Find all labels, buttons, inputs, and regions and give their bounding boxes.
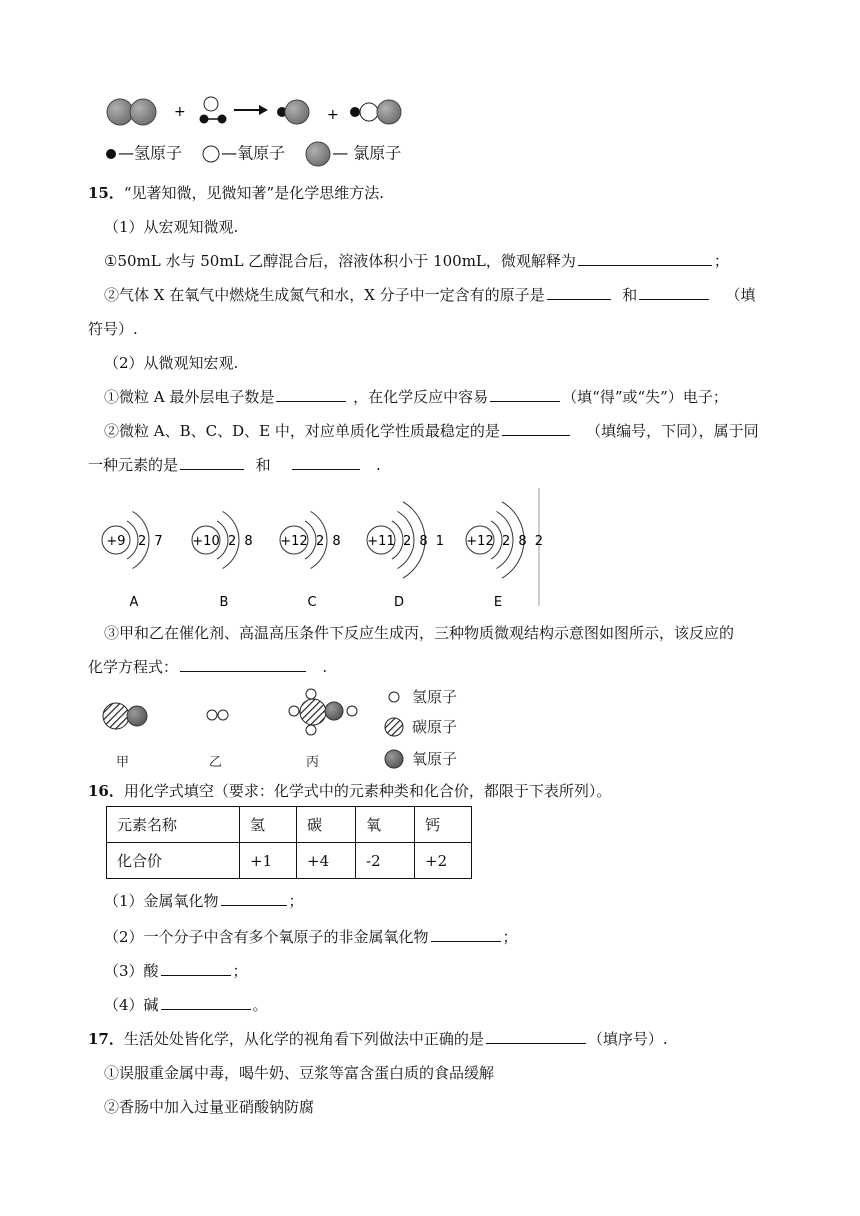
- q15-p1-1: ①50mL 水与 50mL 乙醇混合后，溶液体积小于 100mL，微观解释为 ；: [104, 252, 729, 270]
- chlorine-atom-icon: [285, 100, 309, 124]
- molecule-figure: [96, 684, 476, 776]
- answer-blank[interactable]: [547, 285, 611, 300]
- q15-p2-3-cont: 化学方程式： .: [88, 658, 328, 676]
- electron-counts: 2 8 2: [502, 534, 546, 549]
- answer-blank[interactable]: [490, 387, 560, 402]
- q15-p2-1: ①微粒 A 最外层电子数是 ，在化学反应中容易 （填“得”或“失”）电子；: [104, 388, 728, 406]
- q15-p1-2: ②气体 X 在氧气中燃烧生成氮气和水，X 分子中一定含有的原子是 和 （填: [104, 286, 756, 304]
- q15-p2-2: ②微粒 A、B、C、D、E 中，对应单质化学性质最稳定的是 （填编号，下同），属于同: [104, 422, 759, 440]
- q16-item-2: （2）一个分子中含有多个氧原子的非金属氧化物 ；: [104, 928, 518, 946]
- oxygen-atom-icon: [127, 706, 147, 726]
- legend-oxygen: 氧原子: [412, 750, 458, 768]
- electron-counts: 2 8: [228, 534, 255, 549]
- table-row: 元素名称 氢 碳 氧 钙: [107, 807, 472, 843]
- carbon-atom-icon: [300, 699, 326, 725]
- nucleus-charge: +9: [106, 534, 126, 549]
- legend-hydrogen: —氢原子: [118, 143, 183, 163]
- oxygen-atom-icon: [325, 702, 343, 720]
- label-jia: 甲: [116, 755, 130, 770]
- answer-blank[interactable]: [502, 421, 570, 436]
- q15-part2: （2）从微观知宏观.: [104, 354, 239, 372]
- chlorine-atom-icon: [107, 99, 133, 125]
- oxygen-atom-icon: [385, 750, 403, 768]
- answer-blank[interactable]: [639, 285, 709, 300]
- label-bing: 丙: [306, 755, 320, 770]
- atom-diagram-B: [192, 511, 255, 610]
- nucleus-charge: +12: [280, 534, 308, 549]
- carbon-atom-icon: [103, 703, 129, 729]
- answer-blank[interactable]: [578, 251, 712, 266]
- atom-letter: E: [493, 595, 503, 610]
- arrow-right-icon: [259, 105, 268, 115]
- nucleus-charge: +12: [466, 534, 494, 549]
- q16-item-3: （3）酸 ；: [104, 962, 248, 980]
- carbon-atom-icon: [385, 718, 403, 736]
- answer-blank[interactable]: [161, 995, 251, 1010]
- answer-blank[interactable]: [161, 961, 231, 976]
- answer-blank[interactable]: [486, 1029, 586, 1044]
- hydrogen-atom-icon: [218, 115, 227, 124]
- electron-counts: 2 8 1: [403, 534, 447, 549]
- q15-stem: 15．“见著知微，见微知著”是化学思维方法.: [88, 184, 384, 202]
- q15-p2-3: ③甲和乙在催化剂、高温高压条件下反应生成丙，三种物质微观结构示意图如图所示，该反应的: [104, 624, 735, 642]
- q16-item-1: （1）金属氧化物 ；: [104, 892, 304, 910]
- atom-letter: D: [393, 595, 405, 610]
- atom-diagram-E: [466, 502, 545, 610]
- legend-chlorine: — 氯原子: [332, 143, 402, 163]
- atom-letter: C: [307, 595, 317, 610]
- hydrogen-atom-icon: [207, 710, 217, 720]
- nucleus-charge: +11: [367, 534, 395, 549]
- q15-p2-2-cont: 一种元素的是 和 .: [88, 456, 381, 474]
- answer-blank[interactable]: [180, 657, 306, 672]
- q15-p1-2-cont: 符号）.: [88, 320, 138, 338]
- label-yi: 乙: [209, 755, 223, 770]
- answer-blank[interactable]: [221, 891, 287, 906]
- question-number: 16．: [88, 782, 124, 800]
- hydrogen-atom-icon: [218, 710, 228, 720]
- plus-sign: +: [327, 107, 339, 123]
- question-number: 17．: [88, 1030, 124, 1048]
- oxygen-atom-icon: [360, 103, 378, 121]
- answer-blank[interactable]: [292, 455, 360, 470]
- atom-diagram-D: [367, 502, 446, 610]
- q17-stem: 17．生活处处皆化学，从化学的视角看下列做法中正确的是 （填序号）.: [88, 1030, 668, 1048]
- q16-item-4: （4）碱 。: [104, 996, 268, 1014]
- q17-option-1: ①误服重金属中毒，喝牛奶、豆浆等富含蛋白质的食品缓解: [104, 1064, 495, 1082]
- nucleus-charge: +10: [192, 534, 220, 549]
- electron-counts: 2 8: [316, 534, 343, 549]
- chlorine-atom-icon: [377, 100, 401, 124]
- table-row: 化合价 +1 +4 -2 +2: [107, 843, 472, 879]
- question-number: 15．: [88, 184, 124, 202]
- q15-part1: （1）从宏观知微观.: [104, 218, 239, 236]
- plus-sign: +: [174, 104, 186, 120]
- q17-option-2: ②香肠中加入过量亚硝酸钠防腐: [104, 1098, 315, 1116]
- legend-hydrogen: 氢原子: [412, 688, 458, 706]
- chlorine-atom-icon: [130, 99, 156, 125]
- legend-oxygen: —氧原子: [221, 143, 286, 163]
- legend-carbon: 碳原子: [412, 718, 458, 736]
- valence-table: [106, 806, 472, 879]
- answer-blank[interactable]: [431, 927, 501, 942]
- answer-blank[interactable]: [276, 387, 346, 402]
- atom-diagram-A: [102, 511, 165, 610]
- q16-stem: 16．用化学式填空（要求：化学式中的元素种类和化合价，都限于下表所列）。: [88, 782, 612, 800]
- atom-letter: A: [129, 595, 139, 610]
- atom-letter: B: [219, 595, 229, 610]
- atom-structure-diagrams: [96, 486, 548, 610]
- legend-top: [104, 140, 401, 168]
- atom-diagram-C: [280, 511, 343, 610]
- answer-blank[interactable]: [180, 455, 244, 470]
- electron-counts: 2 7: [138, 534, 165, 549]
